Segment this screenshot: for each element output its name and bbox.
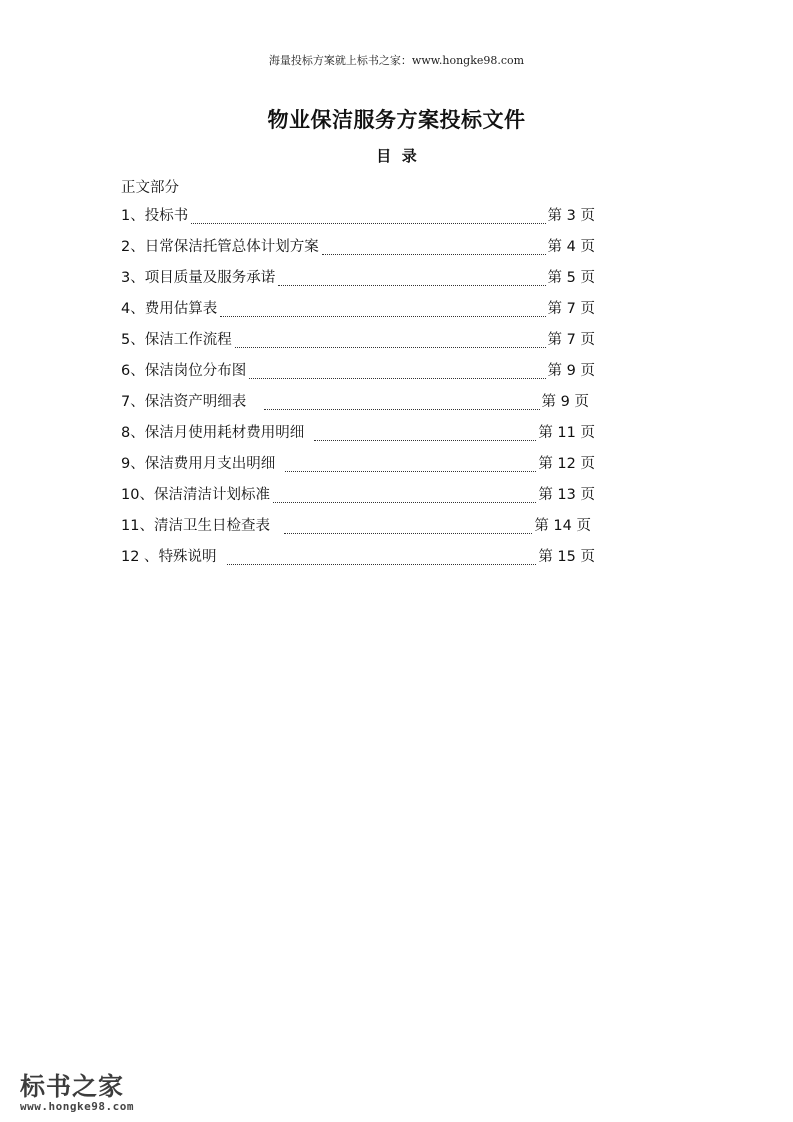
toc-entry-title: 费用估算表 — [144, 301, 218, 317]
page-header: 海量投标方案就上标书之家：www.hongke98.com — [268, 54, 525, 67]
table-of-contents — [121, 201, 595, 573]
toc-entry-title: 项目质量及服务承诺 — [144, 270, 276, 286]
toc-entry-title: 保洁工作流程 — [144, 332, 232, 348]
toc-entry[interactable] — [121, 232, 595, 263]
toc-leader-dots — [191, 223, 545, 224]
toc-entry-page: 第 7 页 — [547, 332, 595, 348]
toc-entry-title: 日常保洁托管总体计划方案 — [144, 239, 319, 255]
footer-logo — [20, 1067, 170, 1117]
toc-leader-dots — [227, 564, 537, 565]
toc-entry-number: 10、 — [121, 487, 154, 503]
toc-leader-dots — [220, 316, 545, 317]
toc-leader-dots — [322, 254, 546, 255]
toc-entry-number: 5、 — [121, 332, 145, 348]
toc-entry-number: 12 、 — [121, 549, 159, 565]
toc-entry-title: 保洁资产明细表 — [144, 394, 247, 410]
toc-leader-dots — [273, 502, 536, 503]
toc-entry-number: 3、 — [121, 270, 145, 286]
toc-entry-page: 第 13 页 — [538, 487, 595, 503]
toc-entry-number: 7、 — [121, 394, 145, 410]
toc-leader-dots — [314, 440, 536, 441]
toc-entry[interactable] — [121, 418, 595, 449]
toc-entry[interactable] — [121, 542, 595, 573]
toc-leader-dots — [249, 378, 545, 379]
toc-entry[interactable] — [121, 294, 595, 325]
toc-entry-title: 保洁月使用耗材费用明细 — [144, 425, 305, 441]
toc-leader-dots — [235, 347, 546, 348]
toc-entry-page: 第 7 页 — [547, 301, 595, 317]
toc-entry-title: 特殊说明 — [158, 549, 217, 565]
toc-entry[interactable] — [121, 325, 595, 356]
toc-entry-title: 保洁岗位分布图 — [144, 363, 247, 379]
toc-entry[interactable] — [121, 480, 595, 511]
toc-entry-number: 8、 — [121, 425, 145, 441]
toc-entry-title: 清洁卫生日检查表 — [153, 518, 270, 534]
toc-entry-number: 11、 — [121, 518, 154, 534]
toc-heading: 目 录 — [376, 147, 417, 165]
toc-entry[interactable] — [121, 201, 595, 232]
toc-entry-page: 第 3 页 — [547, 208, 595, 224]
toc-entry-page: 第 14 页 — [534, 518, 591, 534]
section-label: 正文部分 — [121, 180, 179, 196]
toc-entry-page: 第 9 页 — [547, 363, 595, 379]
toc-entry-number: 9、 — [121, 456, 145, 472]
toc-entry-number: 4、 — [121, 301, 145, 317]
logo-wordmark: 标书之家 — [20, 1072, 125, 1101]
toc-entry[interactable] — [121, 449, 595, 480]
toc-entry-page: 第 11 页 — [538, 425, 595, 441]
toc-entry-title: 保洁费用月支出明细 — [144, 456, 276, 472]
toc-entry[interactable] — [121, 263, 595, 294]
toc-entry[interactable] — [121, 356, 595, 387]
logo-url: www.hongke98.com — [20, 1100, 134, 1113]
toc-entry[interactable] — [121, 511, 595, 542]
toc-entry-page: 第 4 页 — [547, 239, 595, 255]
toc-entry[interactable] — [121, 387, 595, 418]
toc-entry-number: 1、 — [121, 208, 145, 224]
toc-entry-page: 第 12 页 — [538, 456, 595, 472]
toc-entry-title: 保洁清洁计划标准 — [153, 487, 270, 503]
toc-leader-dots — [285, 471, 536, 472]
toc-leader-dots — [284, 533, 532, 534]
toc-entry-title: 投标书 — [144, 208, 189, 224]
document-title: 物业保洁服务方案投标文件 — [267, 108, 526, 132]
toc-entry-number: 2、 — [121, 239, 145, 255]
toc-entry-page: 第 9 页 — [541, 394, 589, 410]
toc-leader-dots — [278, 285, 545, 286]
toc-entry-number: 6、 — [121, 363, 145, 379]
toc-entry-page: 第 5 页 — [547, 270, 595, 286]
toc-entry-page: 第 15 页 — [538, 549, 595, 565]
toc-leader-dots — [264, 409, 539, 410]
